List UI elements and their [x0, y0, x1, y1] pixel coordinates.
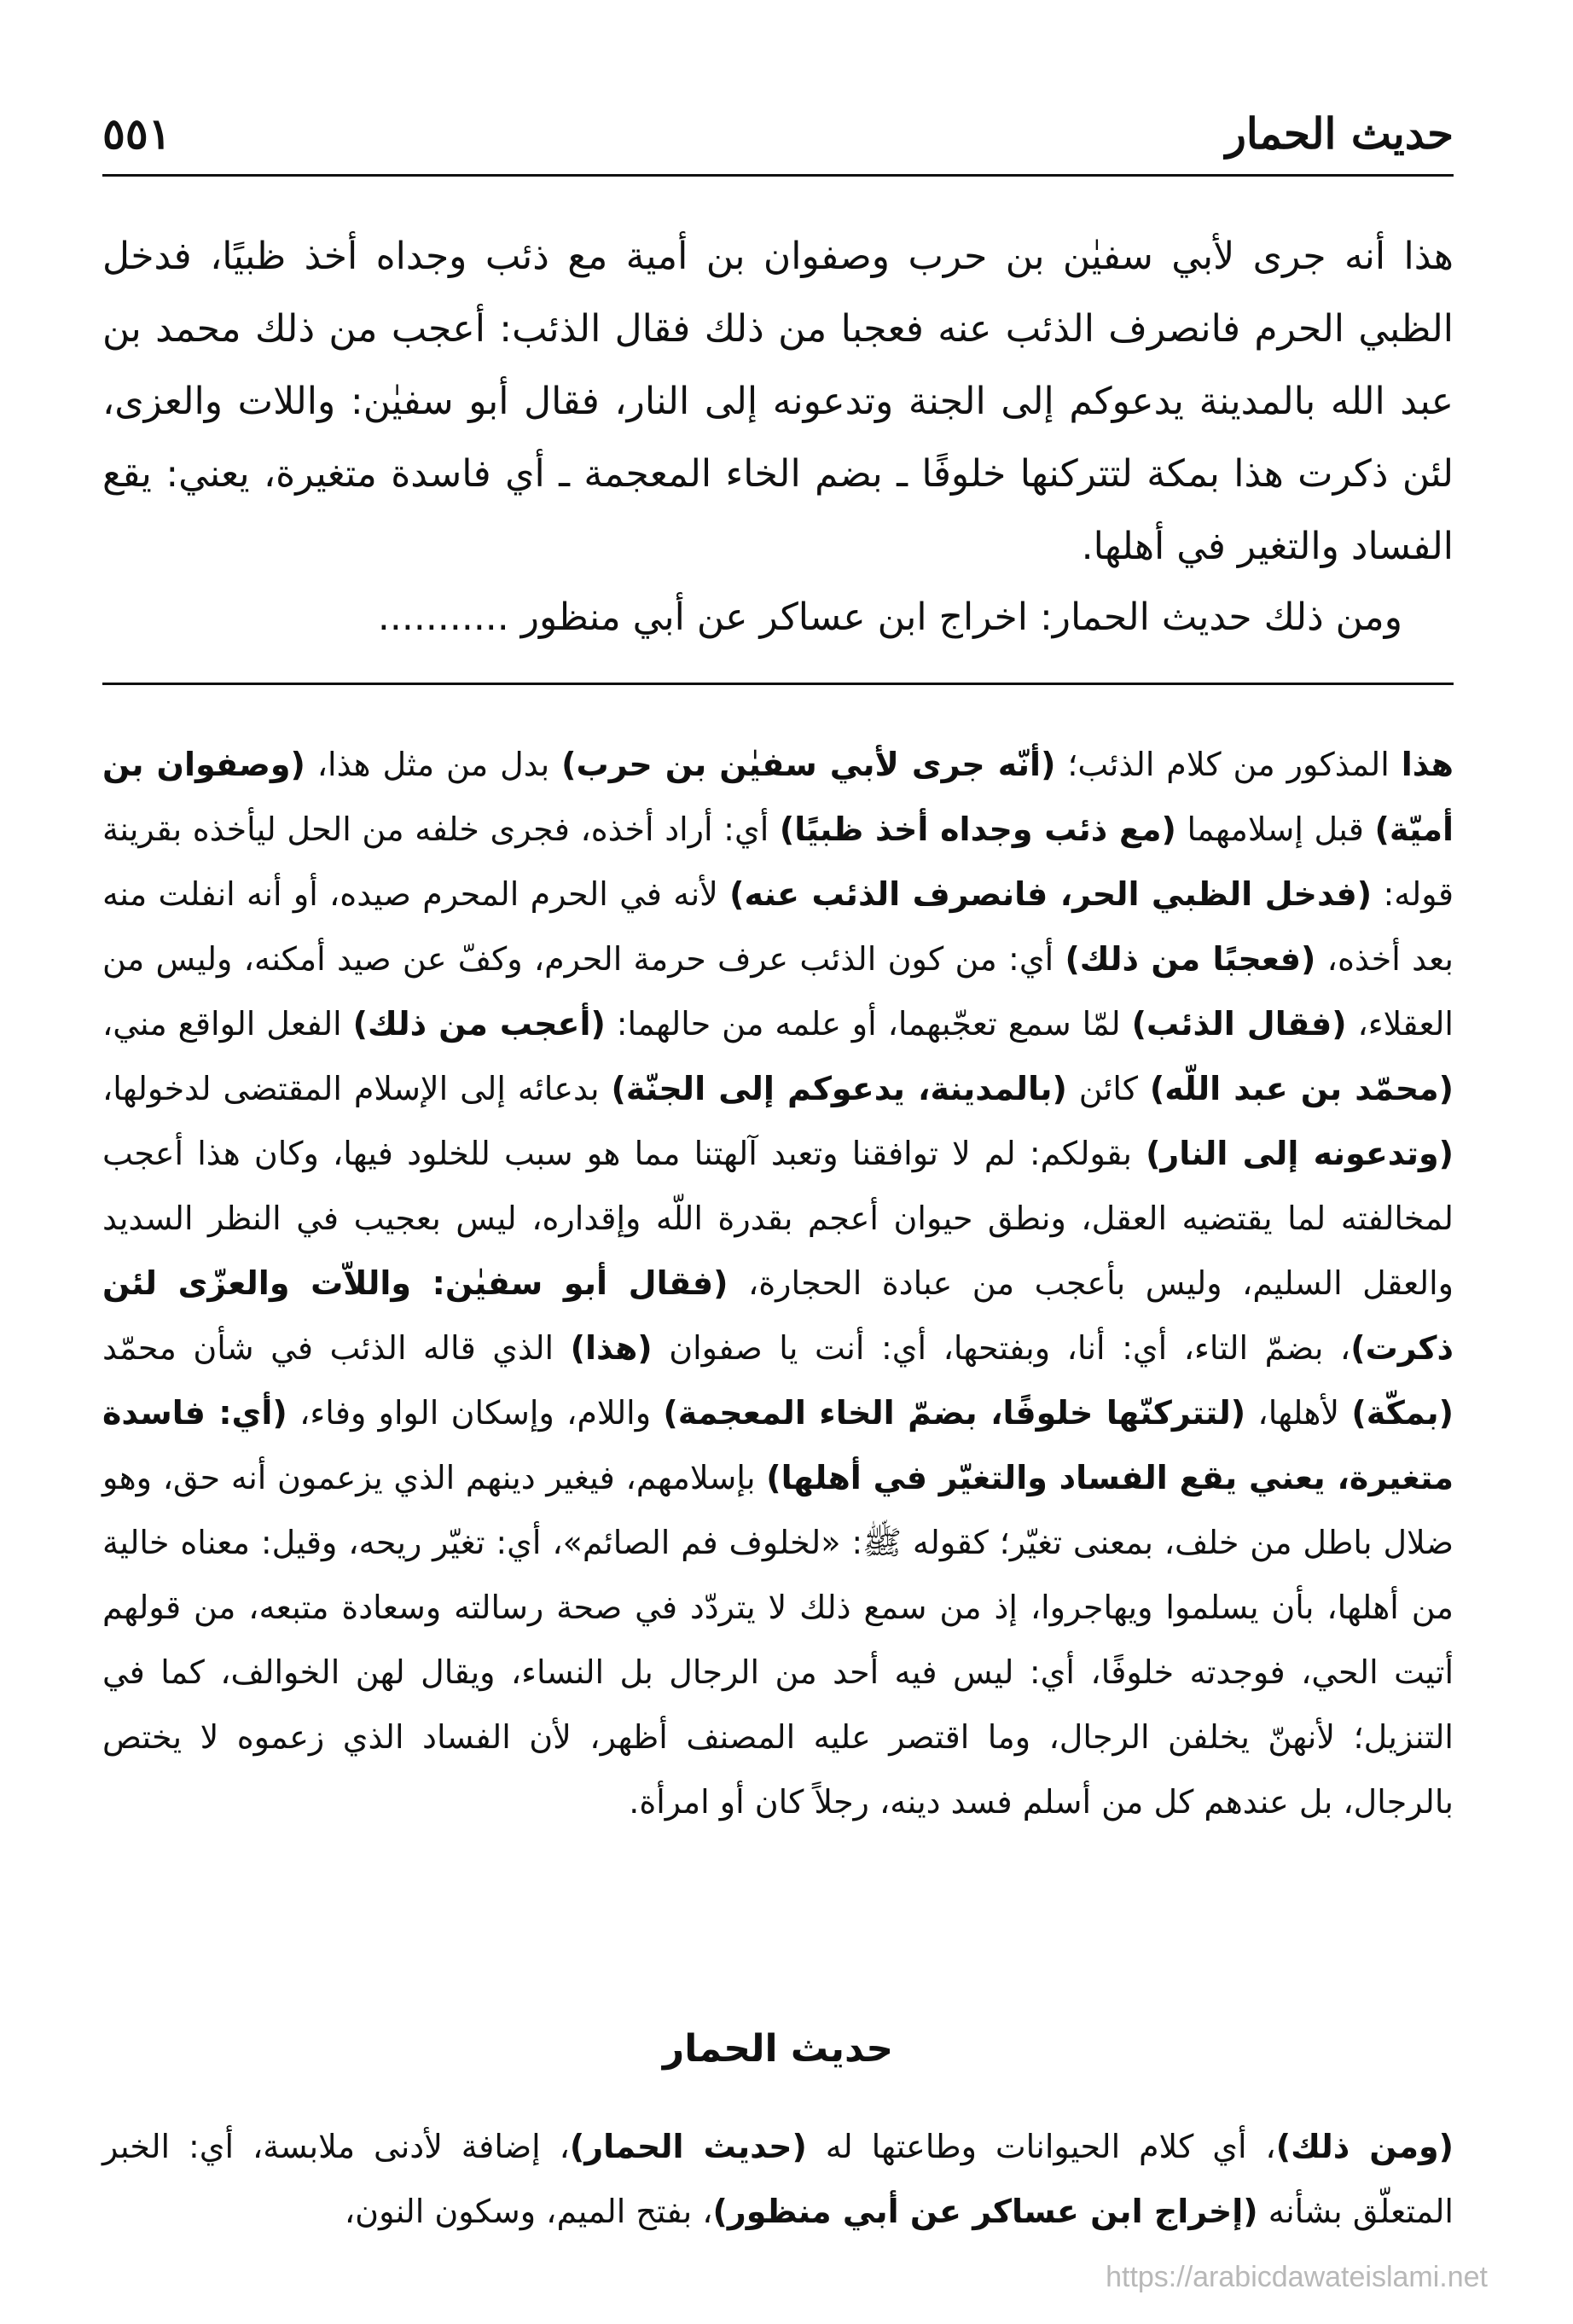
watermark-url: https://arabicdawateislami.net: [1106, 2261, 1488, 2293]
bold-term: (إخراج ابن عساكر عن أبي منظور): [712, 2193, 1258, 2230]
commentary-segment: ، بفتح الميم، وسكون النون،: [344, 2193, 713, 2230]
section-divider: [102, 683, 1454, 685]
commentary-segment: ، بضمّ التاء، أي: أنا، وبفتحها، أي: أنت يا صفوان: [652, 1329, 1351, 1367]
commentary-segment: لأنه في الحرم المحرم صيده، أو أنه انفلت منه بعد أخذه،: [102, 875, 1454, 978]
commentary-segment: بقولكم: لم لا توافقنا وتعبد آلهتنا مما هو سبب للخلود فيها، وكان هذا أعجب لمخالفته لما يقتضيه العقل، ونطق حيوان أعجم بقدرة اللّه وإقداره، ليس بعجيب في النظر السديد والعقل السليم، وليس بأعجب من عبادة الحجارة،: [102, 1135, 1454, 1302]
bold-term: (هذا): [570, 1329, 653, 1367]
commentary-segment: أي: من كون الذئب عرف حرمة الحرم، وكفّ عن صيد أمكنه، وليس من العقلاء،: [102, 940, 1454, 1043]
bold-term: هذا: [1401, 746, 1454, 783]
commentary-segment: بدعائه إلى الإسلام المقتضى لدخولها،: [102, 1070, 612, 1107]
matn-continuation: [102, 581, 1454, 654]
bold-term: (فقال أبو سفيٰن: واللاّت والعزّى لئن ذكرت): [102, 1264, 1454, 1367]
commentary-segment: ، أي كلام الحيوانات وطاعتها له: [806, 2128, 1276, 2165]
commentary-segment: ، إضافة لأدنى ملابسة، أي: الخبر المتعلّق بشأنه: [102, 2128, 1454, 2230]
bold-term: (فقال الذئب): [1131, 1005, 1347, 1043]
section-heading: حديث الحمار: [662, 2027, 894, 2071]
commentary-segment: كائن: [1066, 1070, 1150, 1107]
ellipsis-dots: ...........: [377, 596, 509, 639]
bold-term: (وصفوان بن أميّة): [102, 746, 1454, 848]
commentary-text-2: [102, 2114, 1454, 2244]
commentary-segment: لأهلها،: [1245, 1394, 1352, 1432]
bold-term: (محمّد بن عبد اللّه): [1149, 1070, 1454, 1107]
page-number: ٥٥١: [102, 107, 171, 159]
page-header: [102, 92, 1454, 177]
commentary-segment: المذكور من كلام الذئب؛: [1055, 746, 1402, 783]
commentary-text: [102, 732, 1454, 1834]
bold-term: (بمكّة): [1351, 1394, 1454, 1432]
commentary-segment: بدل من مثل هذا،: [305, 746, 562, 783]
commentary-segment: الفعل الواقع مني،: [102, 1005, 353, 1043]
bold-term: (ومن ذلك): [1275, 2128, 1454, 2165]
commentary-segment: أي: أراد أخذه، فجرى خلفه من الحل ليأخذه بقرينة قوله:: [102, 810, 1454, 913]
bold-term: (فعجبًا من ذلك): [1065, 940, 1316, 978]
bold-term: (حديث الحمار): [569, 2128, 807, 2165]
running-title: حديث الحمار: [1225, 107, 1454, 159]
commentary-paragraph: [102, 2114, 1454, 2244]
commentary-segment: لمّا سمع تعجّبهما، أو علمه من حالهما:: [605, 1005, 1132, 1043]
bold-term: (وتدعونه إلى النار): [1146, 1135, 1454, 1172]
bold-term: (أي: فاسدة متغيرة، يعني يقع الفساد والتغيّر في أهلها): [102, 1394, 1454, 1496]
matn-continuation-text: ومن ذلك حديث الحمار: اخراج ابن عساكر عن أبي منظور: [520, 596, 1402, 639]
bold-term: (أعجب من ذلك): [352, 1005, 606, 1043]
bold-term: (فدخل الظبي الحر، فانصرف الذئب عنه): [729, 875, 1373, 913]
commentary-segment: واللام، وإسكان الواو وفاء،: [287, 1394, 664, 1432]
commentary-segment: قبل إسلامهما: [1175, 810, 1375, 848]
commentary-segment: بإسلامهم، فيغير دينهم الذي يزعمون أنه حق، وهو ضلال باطل من خلف، بمعنى تغيّر؛ كقوله ﷺ: «لخلوف فم الصائم»، أي: تغيّر ريحه، وقيل: معناه خالية من أهلها، بأن يسلموا ويهاجروا، إذ من سمع ذلك لا يتردّد في صحة رسالته وسعادة متبعه، من قولهم أتيت الحي، فوجدته خلوفًا، أي: ليس فيه أحد من الرجال بل النساء، ويقال لهن الخوالف، كما في التنزيل؛ لأنهنّ يخلفن الرجال، وما اقتصر عليه المصنف أظهر، لأن الفساد الذي زعموه لا يختص بالرجال، بل عندهم كل من أسلم فسد دينه، رجلاً كان أو امرأة.: [102, 1459, 1454, 1821]
matn-paragraph: هذا أنه جرى لأبي سفيٰن بن حرب وصفوان بن أمية مع ذئب وجداه أخذ ظبيًا، فدخل الظبي الحرم فانصرف الذئب عنه فعجبا من ذلك فقال الذئب: أعجب من ذلك محمد بن عبد الله بالمدينة يدعوكم إلى الجنة وتدعونه إلى النار، فقال أبو سفيٰن: واللات والعزى، لئن ذكرت هذا بمكة لتتركنها خلوفًا ـ بضم الخاء المعجمة ـ أي فاسدة متغيرة، يعني: يقع الفساد والتغير في أهلها.: [102, 235, 1454, 568]
matn-text: [102, 220, 1454, 654]
bold-term: (مع ذئب وجداه أخذ ظبيًا): [779, 810, 1176, 848]
bold-term: (لتتركنّها خلوفًا، بضمّ الخاء المعجمة): [663, 1394, 1246, 1432]
commentary-paragraph: [102, 732, 1454, 1834]
bold-term: (بالمدينة، يدعوكم إلى الجنّة): [611, 1070, 1067, 1107]
bold-term: (أنّه جرى لأبي سفيٰن بن حرب): [561, 746, 1056, 783]
commentary-segment: الذي قاله الذئب في شأن محمّد: [102, 1329, 571, 1367]
